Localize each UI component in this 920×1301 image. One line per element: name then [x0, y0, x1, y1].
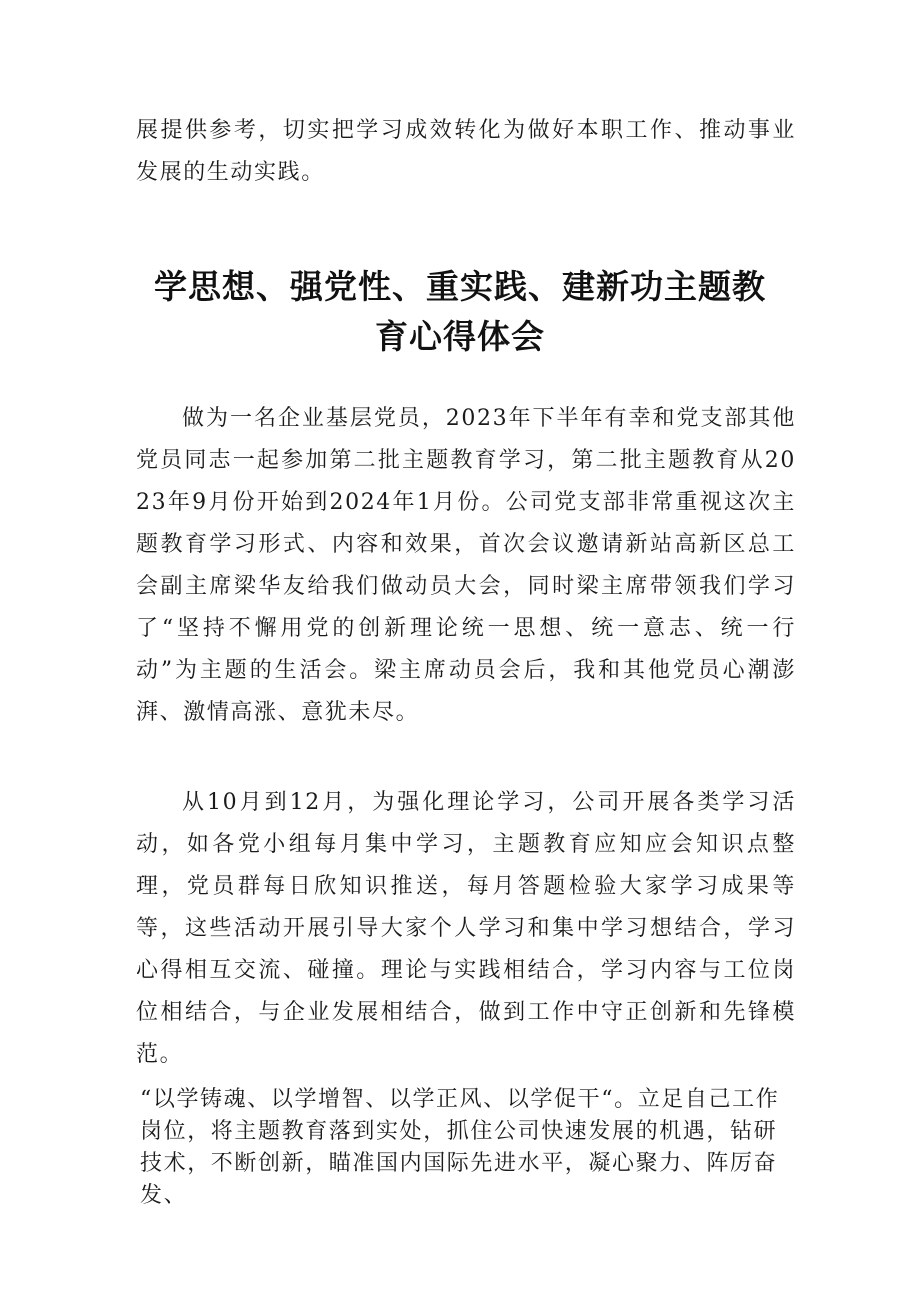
- continuation-paragraph: 展提供参考，切实把学习成效转化为做好本职工作、推动事业发展的生动实践。: [136, 118, 796, 185]
- quote-paragraph: “以学铸魂、以学增智、以学正风、以学促干“。立足自己工作岗位，将主题教育落到实处，抓住公司快速发展的机遇，钻研技术，不断创新，瞄准国内国际先进水平，凝心聚力、阵厉奋发、: [140, 1087, 780, 1208]
- body-paragraph-2: 从10月到12月，为强化理论学习，公司开展各类学习活动，如各党小组每月集中学习，主题教育应知应会知识点整理，党员群每日欣知识推送，每月答题检验大家学习成果等等，这些活动开展引导大家个人学习和集中学习想结合，学习心得相互交流、碰撞。理论与实践相结合，学习内容与工位岗位相结合，与企业发展相结合，做到工作中守正创新和先锋模范。: [136, 790, 796, 1067]
- body-paragraph-1: 做为一名企业基层党员，2023年下半年有幸和党支部其他党员同志一起参加第二批主题教育学习，第二批主题教育从2023年9月份开始到2024年1月份。公司党支部非常重视这次主题教育学习形式、内容和效果，首次会议邀请新站高新区总工会副主席梁华友给我们做动员大会，同时梁主席带领我们学习了“坚持不懈用党的创新理论统一思想、统一意志、统一行动”为主题的生活会。梁主席动员会后，我和其他党员心潮澎湃、激情高涨、意犹未尽。: [136, 406, 796, 725]
- document-title: 学思想、强党性、重实践、建新功主题教育心得体会: [154, 267, 766, 356]
